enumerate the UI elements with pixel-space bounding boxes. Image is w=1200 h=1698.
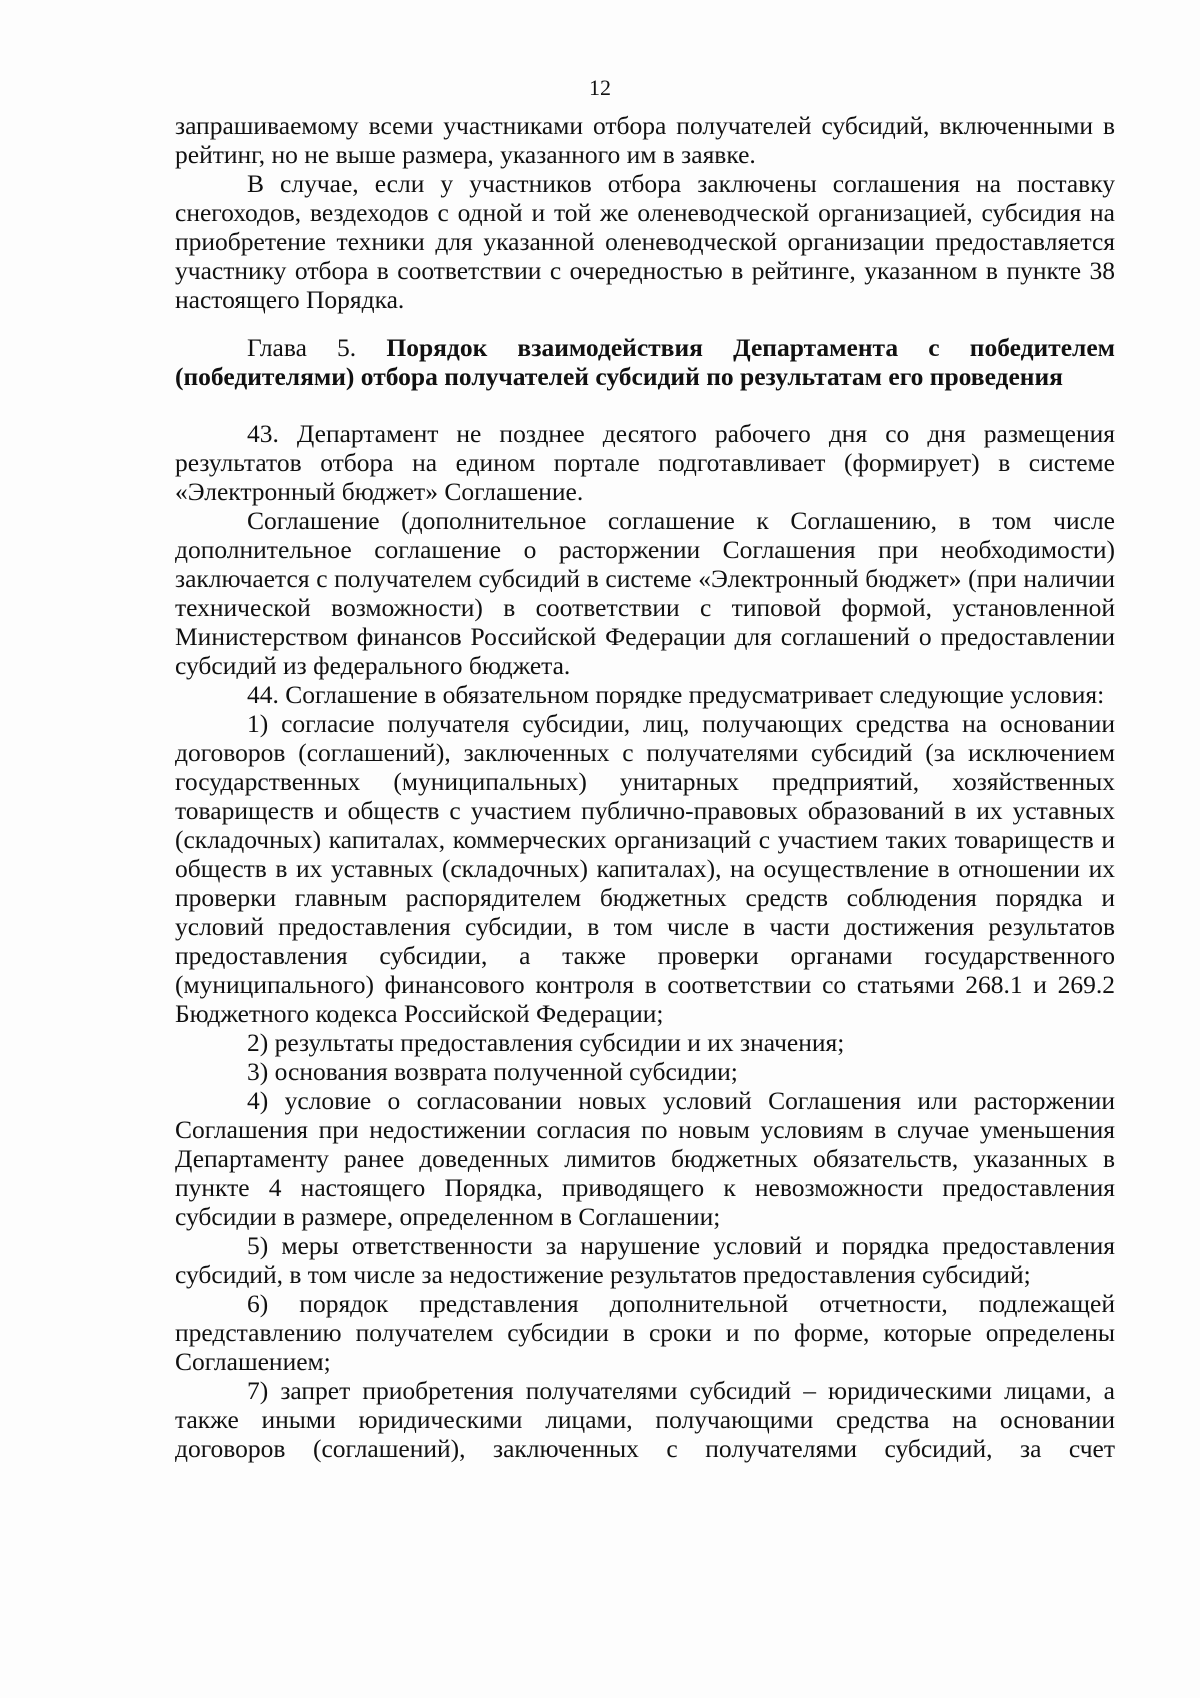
paragraph-rating-order: В случае, если у участников отбора заключены соглашения на поставку снегоходов, вездеходов с одной и той же оленеводческой организацией, субсидия на приобретение техники для указанной оленеводческой организации предоставляется участнику отбора в соответствии с очередностью в рейтинге, указанном в пункте 38 настоящего Порядка. [175, 169, 1115, 314]
chapter-label: Глава 5. [247, 333, 357, 362]
list-item-4: 4) условие о согласовании новых условий Соглашения или расторжении Соглашения при недостижении согласия по новым условиям в случае уменьшения Департаменту ранее доведенных лимитов бюджетных обязательств, указанных в пункте 4 настоящего Порядка, приводящего к невозможности предоставления субсидии в размере, определенном в Соглашении; [175, 1086, 1115, 1231]
body-text-section [175, 419, 1115, 1463]
list-item-7: 7) запрет приобретения получателями субсидий – юридическими лицами, а также иными юридическими лицами, получающими средства на основании договоров (соглашений), заключенных с получателями субсидий, за счет [175, 1376, 1115, 1463]
list-item-3: 3) основания возврата полученной субсидии; [247, 1057, 738, 1086]
page-number: 12 [589, 75, 611, 100]
list-item-2: 2) результаты предоставления субсидии и их значения; [247, 1028, 845, 1057]
chapter-title-line2: (победителями) отбора получателей субсидий по результатам его проведения [175, 362, 1063, 391]
top-text-section [175, 111, 1115, 314]
paragraph-continuation: запрашиваемому всеми участниками отбора получателей субсидий, включенными в рейтинг, но не выше размера, указанного им в заявке. [175, 111, 1115, 169]
list-item-5: 5) меры ответственности за нарушение условий и порядка предоставления субсидий, в том числе за недостижение результатов предоставления субсидий; [175, 1231, 1115, 1289]
list-item-6: 6) порядок представления дополнительной отчетности, подлежащей представлению получателем субсидии в сроки и по форме, которые определены Соглашением; [175, 1289, 1115, 1376]
paragraph-43: 43. Департамент не позднее десятого рабочего дня со дня размещения результатов отбора на едином портале подготавливает (формирует) в системе «Электронный бюджет» Соглашение. [175, 419, 1115, 506]
paragraph-44: 44. Соглашение в обязательном порядке предусматривает следующие условия: [247, 680, 1105, 709]
list-item-1: 1) согласие получателя субсидии, лиц, получающих средства на основании договоров (соглашений), заключенных с получателями субсидий (за исключением государственных (муниципальных) унитарных предприятий, хозяйственных товариществ и обществ с участием публично-правовых образований в их уставных (складочных) капиталах, коммерческих организаций с участием таких товариществ и обществ в их уставных (складочных) капиталах), на осуществление в отношении их проверки главным распорядителем бюджетных средств соблюдения порядка и условий предоставления субсидии, в том числе в части достижения результатов предоставления субсидии, а также проверки органами государственного (муниципального) финансового контроля в соответствии со статьями 268.1 и 269.2 Бюджетного кодекса Российской Федерации; [175, 709, 1115, 1028]
paragraph-agreement: Соглашение (дополнительное соглашение к Соглашению, в том числе дополнительное соглашение о расторжении Соглашения при необходимости) заключается с получателем субсидий в системе «Электронный бюджет» (при наличии технической возможности) в соответствии с типовой формой, установленной Министерством финансов Российской Федерации для соглашений о предоставлении субсидий из федерального бюджета. [175, 506, 1115, 680]
chapter-heading [175, 333, 1115, 391]
chapter-title-line1: Порядок взаимодействия Департамента с победителем [386, 333, 1116, 362]
